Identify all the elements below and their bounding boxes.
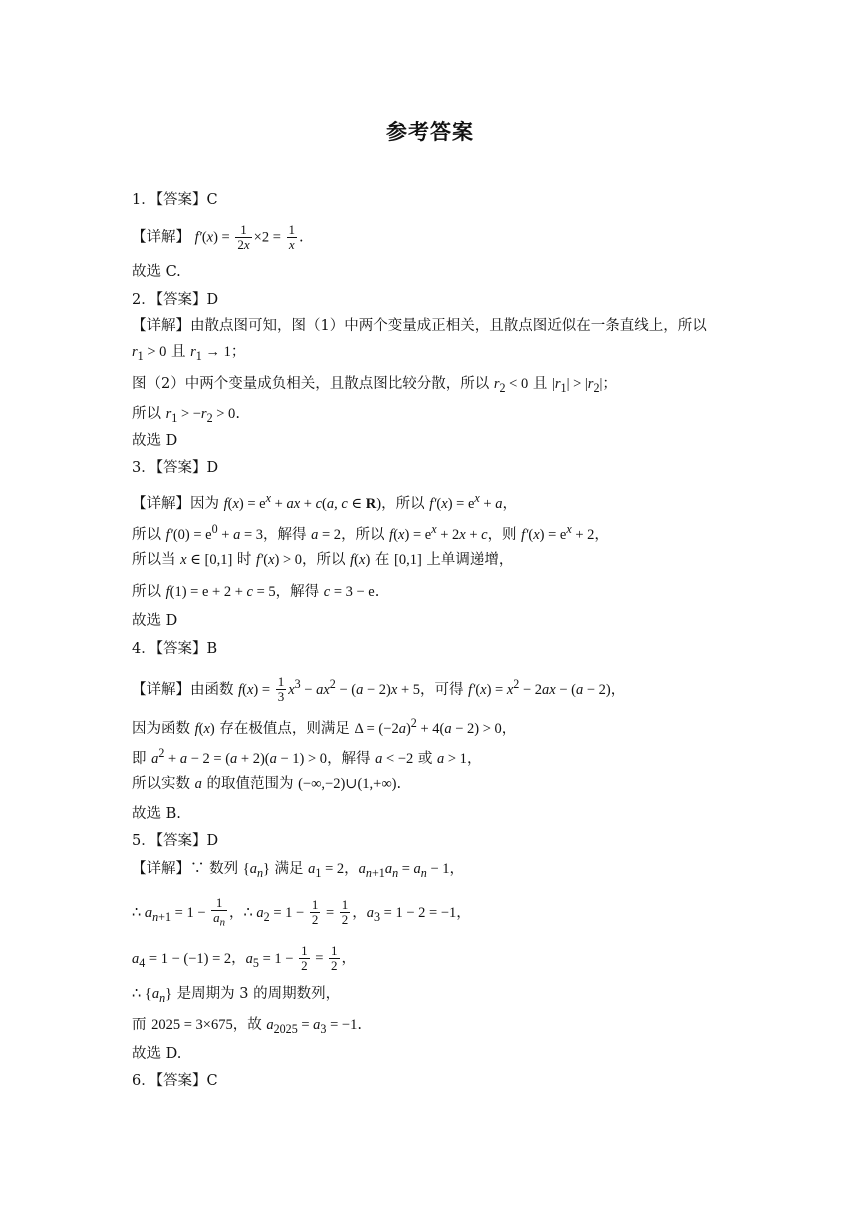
answer-line-25: $a_4 = 1 - (-1) = 2$，$a_5 = 1$ − $\frac{1}{2}$ = $\frac{1}{2}$ ， [132, 943, 357, 973]
answer-line-4: 2．【答案】D [132, 292, 219, 308]
answer-line-23: 【详解】∵ 数列 $\{a_n\}$ 满足 $a_1 = 2$，$a_{n+1}a_n = a_n - 1$， [132, 861, 465, 880]
answer-line-2: 【详解】 f′(x) = $\frac{1}{2x}$ ×2 = $\frac{1}{x}$ . [132, 222, 304, 252]
answer-line-17: 【详解】由函数 f(x) = $\frac{1}{3}$ $x^3 - ax^2 - (a - 2)x + 5$，可得 $f'(x) = x^2 - 2ax - (a - 2)$， [132, 674, 626, 705]
answer-line-7: 图（2）中两个变量成负相关，且散点图比较分散，所以 $r_2 < 0$ 且 $|r_1| > |r_2|$； [132, 376, 617, 395]
answer-line-21: 故选 B. [132, 806, 181, 822]
answer-line-16: 4．【答案】B [132, 641, 218, 657]
answer-line-9: 故选 D [132, 433, 178, 449]
answer-line-12: 所以 $f'(0) = e^0 + a = 3$，解得 a = 2，所以 $f(x) = e^x + 2x + c$，则 $f'(x) = e^x + 2$， [132, 522, 609, 543]
answer-line-11: 【详解】因为 $f(x) = e^x$ + ax + c(a, c ∈ R)，所以 $f'(x) = e^x + a$， [132, 491, 517, 512]
answer-line-1: 1．【答案】C [132, 192, 218, 208]
answer-line-13: 所以当 x ∈ [0,1] 时 f′(x) > 0，所以 f(x) 在 [0,1] 上单调递增， [132, 552, 514, 568]
answer-line-26: ∴ $\{a_n\}$ 是周期为 3 的周期数列， [132, 986, 341, 1005]
answer-line-10: 3．【答案】D [132, 460, 219, 476]
answer-line-19: 即 $a^2 + a - 2 = (a + 2)(a - 1) > 0$，解得 a < −2 或 a > 1， [132, 746, 482, 767]
answer-line-3: 故选 C. [132, 264, 181, 280]
answer-line-24: ∴ $a_{n+1} = 1$ − $\frac{1}{a_n}$ ，∴ $a_2 = 1$ − $\frac{1}{2}$ = $\frac{1}{2}$ ，$a_3 = 1 - 2 = -1$， [132, 895, 471, 929]
answer-line-15: 故选 D [132, 613, 178, 629]
answer-line-18: 因为函数 f(x) 存在极值点，则满足 $\Delta = (-2a)^2 + 4(a - 2) > 0$， [132, 716, 517, 737]
answer-line-14: 所以 f(1) = e + 2 + c = 5，解得 c = 3 − e. [132, 584, 380, 600]
answer-line-8: 所以 $r_1 > -r_2 > 0$. [132, 406, 240, 425]
answer-line-22: 5．【答案】D [132, 833, 219, 849]
answer-line-27: 而 2025 = 3×675，故 $a_{2025} = a_3 = -1$. [132, 1017, 362, 1036]
answer-line-6: $r_1 > 0$ 且 $r_1 \to 1$； [132, 344, 246, 363]
answer-line-5: 【详解】由散点图可知，图（1）中两个变量成正相关，且散点图近似在一条直线上，所以 [132, 318, 707, 334]
page-title: 参考答案 [386, 120, 474, 144]
answer-line-28: 故选 D. [132, 1046, 182, 1062]
answer-line-20: 所以实数 a 的取值范围为 (−∞,−2)∪(1,+∞). [132, 776, 402, 792]
answer-line-29: 6．【答案】C [132, 1073, 218, 1089]
